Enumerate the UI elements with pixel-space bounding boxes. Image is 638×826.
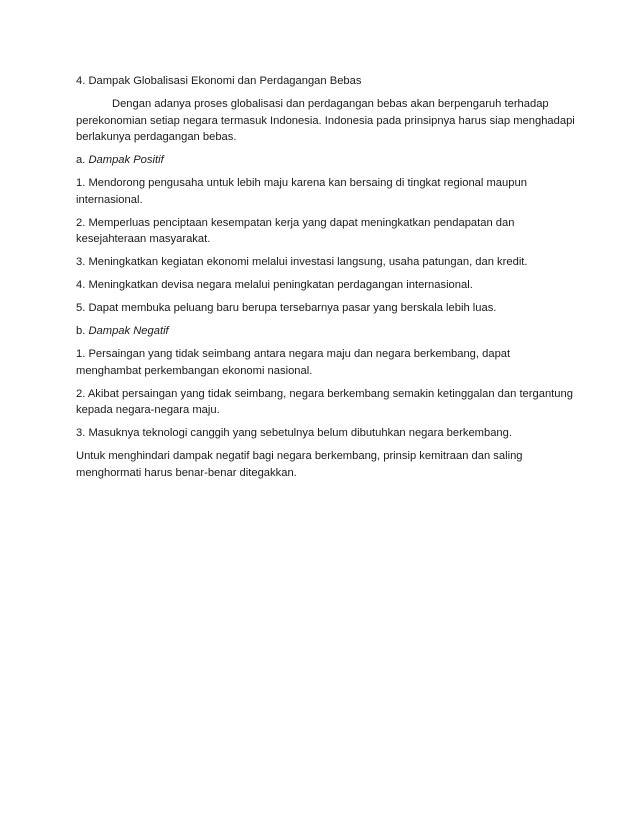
negative-subheading [76,323,576,340]
intro-paragraph: Dengan adanya proses globalisasi dan perdagangan bebas akan berpengaruh terhadap perekonomian setiap negara termasuk Indonesia. Indonesia pada prinsipnya harus siap menghadapi berlakunya perdagangan bebas. [76,98,575,143]
negative-item-2: 2. Akibat persaingan yang tidak seimbang, negara berkembang semakin ketinggalan dan tergantung kepada negara-negara maju. [76,387,573,416]
negative-item-3: 3. Masuknya teknologi canggih yang sebetulnya belum dibutuhkan negara berkembang. [76,427,512,439]
negative-prefix: b. [76,325,89,337]
negative-item-1: 1. Persaingan yang tidak seimbang antara negara maju dan negara berkembang, dapat menghambat perkembangan ekonomi nasional. [76,348,511,377]
positive-prefix: a. [76,154,89,166]
positive-title: Dampak Positif [88,154,164,166]
positive-item-4: 4. Meningkatkan devisa negara melalui peningkatan perdagangan internasional. [76,279,473,291]
closing-paragraph: Untuk menghindari dampak negatif bagi negara berkembang, prinsip kemitraan dan saling menghormati harus benar-benar ditegakkan. [76,450,523,479]
positive-item-3: 3. Meningkatkan kegiatan ekonomi melalui investasi langsung, usaha patungan, dan kredit. [76,256,528,268]
section-heading: 4. Dampak Globalisasi Ekonomi dan Perdagangan Bebas [76,75,362,87]
negative-title: Dampak Negatif [88,325,169,337]
document-body [76,73,576,488]
positive-item-1: 1. Mendorong pengusaha untuk lebih maju karena kan bersaing di tingkat regional maupun internasional. [76,177,527,206]
positive-item-2: 2. Memperluas penciptaan kesempatan kerja yang dapat meningkatkan pendapatan dan kesejahteraan masyarakat. [76,216,515,245]
positive-subheading [76,152,576,169]
positive-item-5: 5. Dapat membuka peluang baru berupa tersebarnya pasar yang berskala lebih luas. [76,302,497,314]
